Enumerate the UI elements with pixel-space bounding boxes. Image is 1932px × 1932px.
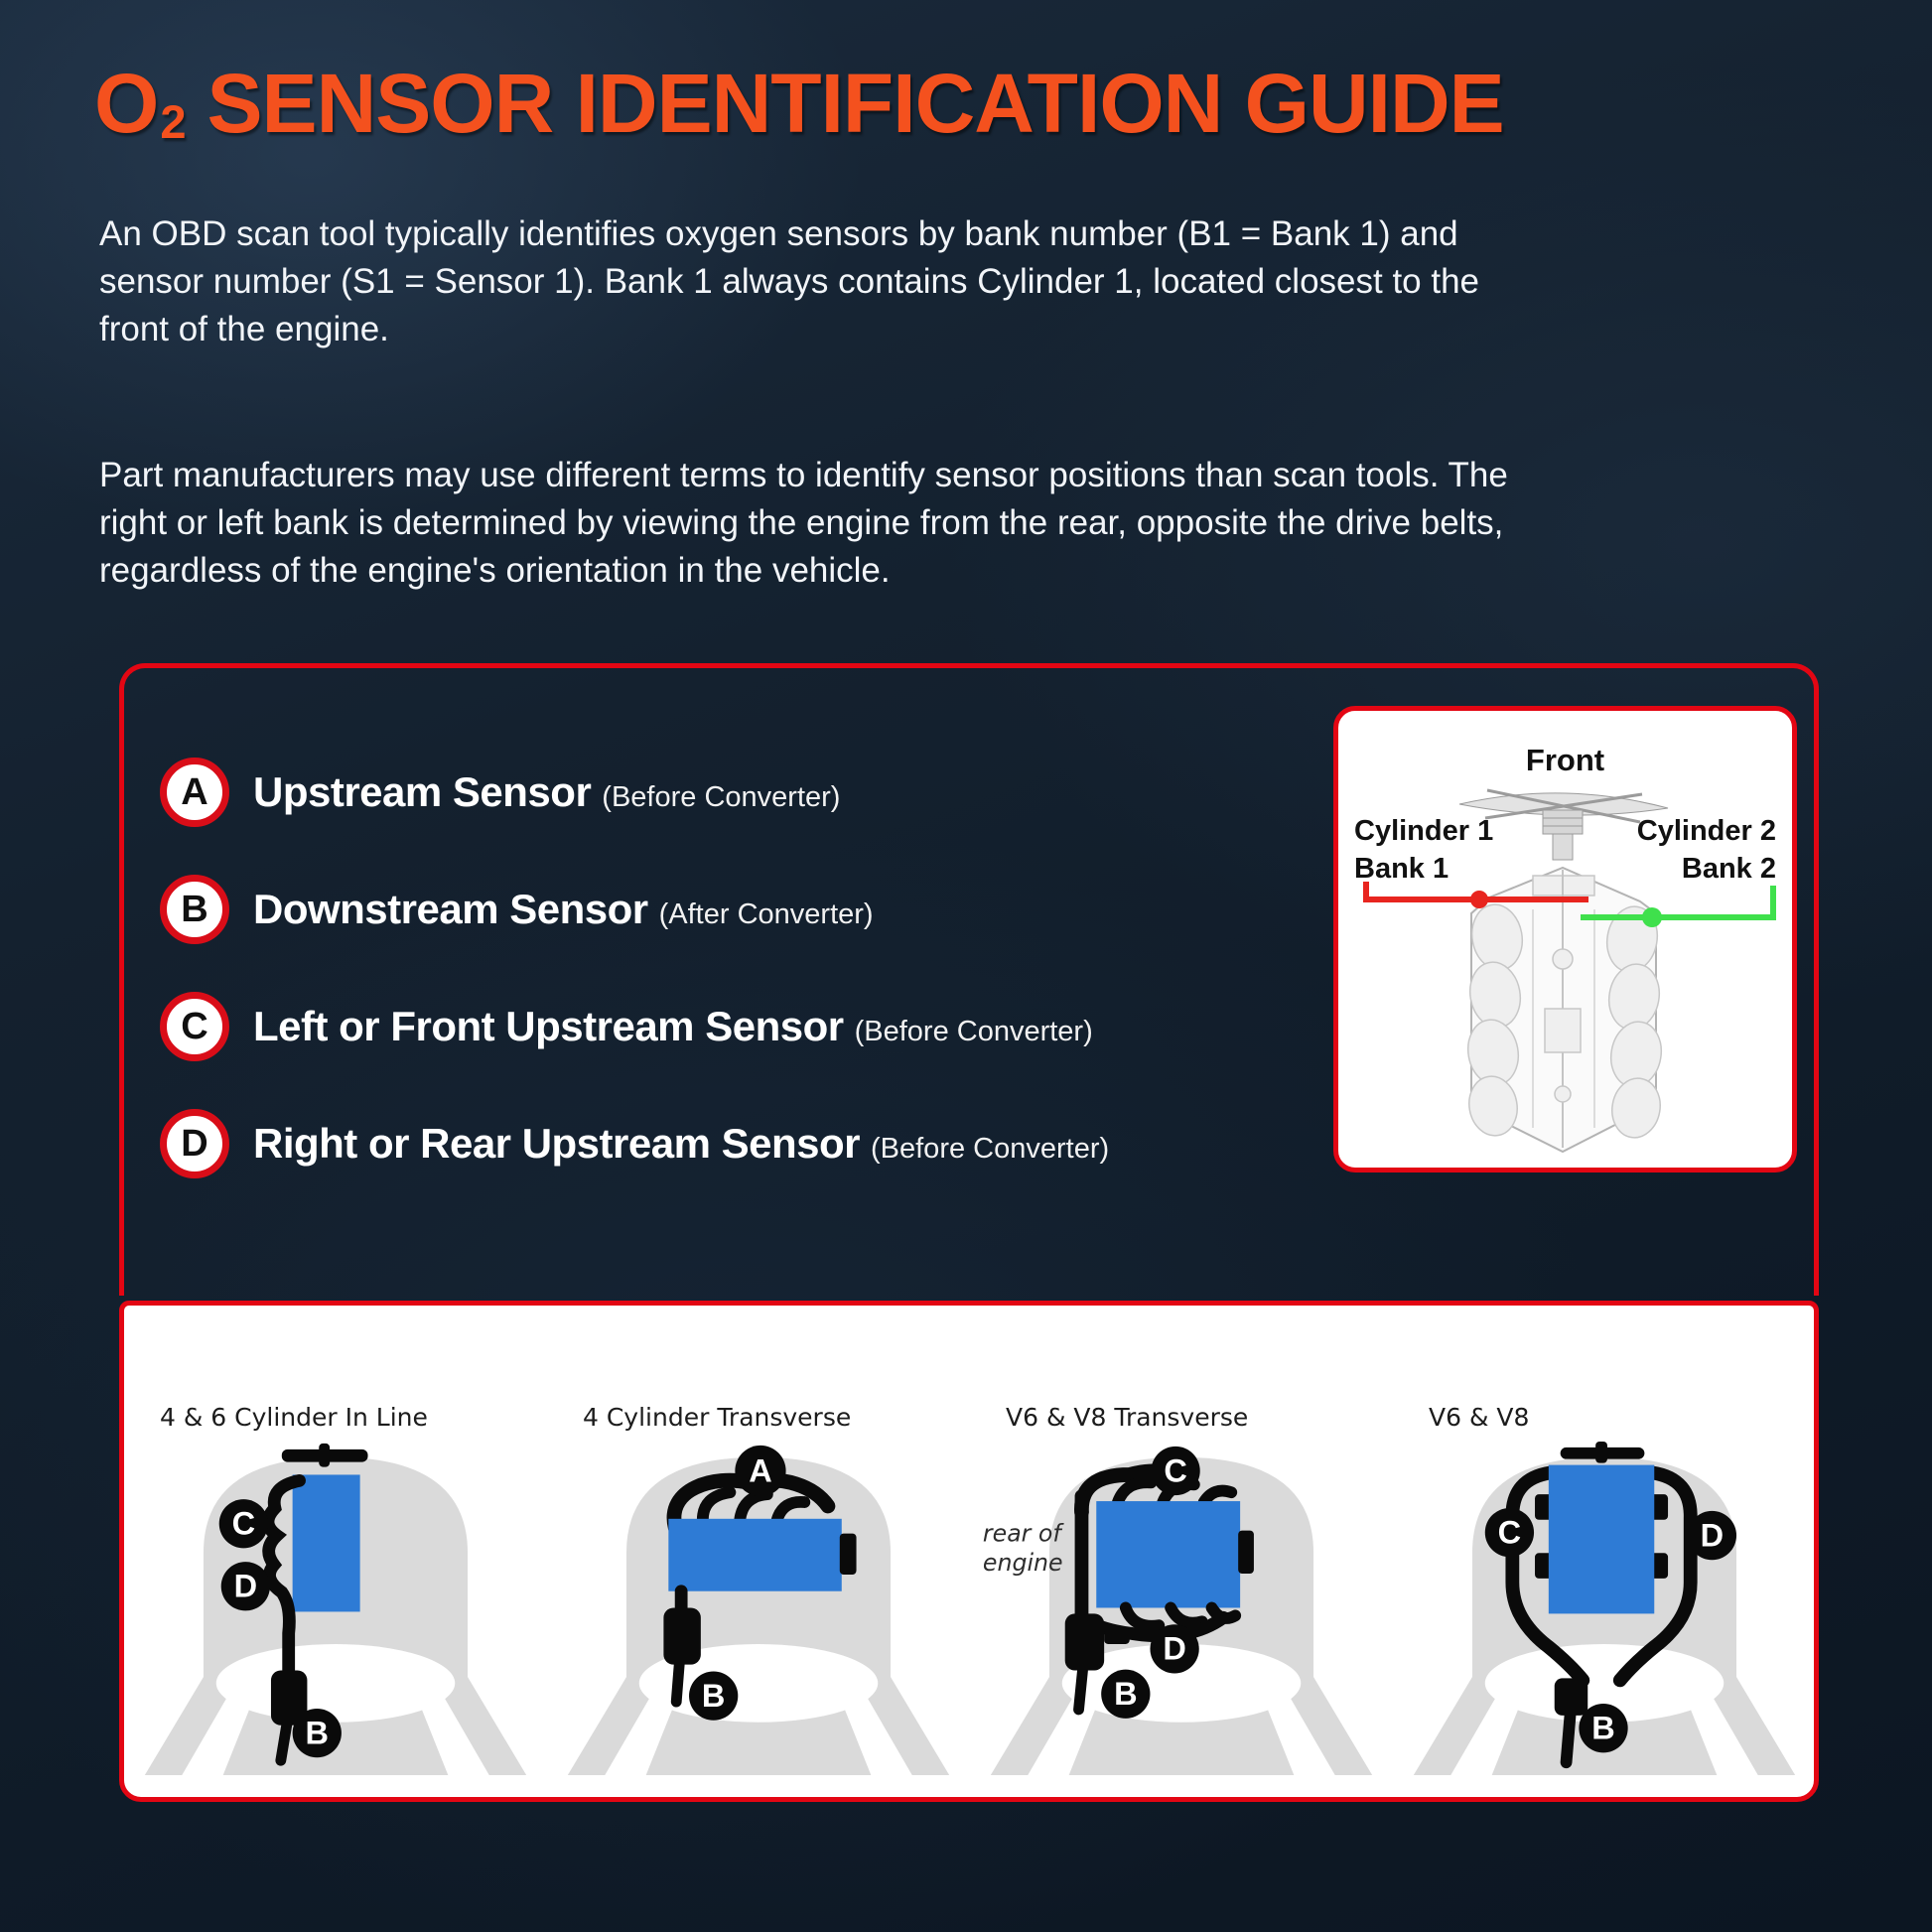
legend-note-d: (Before Converter) <box>871 1133 1110 1165</box>
engine-layouts-panel <box>119 1301 1819 1802</box>
layout-transverse4-diagram <box>547 1438 970 1775</box>
car-silhouette <box>568 1457 949 1775</box>
svg-text:C: C <box>231 1505 256 1542</box>
front-label: Front <box>1525 743 1605 777</box>
sensor-badge-d <box>1150 1624 1198 1673</box>
layout-inline <box>124 1306 547 1797</box>
sensor-badge-d <box>221 1562 270 1610</box>
rear-of-engine-note: rear of <box>982 1519 1061 1548</box>
legend-item-d <box>160 1113 1109 1174</box>
sensor-legend-list <box>160 761 1109 1174</box>
muffler <box>1065 1613 1104 1670</box>
layout-inline-title: 4 & 6 Cylinder In Line <box>160 1403 428 1432</box>
bank1-label-line1: Cylinder 1 <box>1354 815 1494 847</box>
sensor-legend-box <box>119 663 1819 1296</box>
svg-text:B: B <box>1591 1710 1615 1746</box>
sensor-badge-b <box>1101 1670 1150 1719</box>
bank2-label-line1: Cylinder 2 <box>1636 815 1776 847</box>
intro-paragraph-1: An OBD scan tool typically identifies oxygen sensors by bank number (B1 = Bank 1) and sensor number (S1 = Sensor 1). Bank 1 always contains Cylinder 1, located closest to the front of the engine. <box>99 214 1480 348</box>
title-rest: SENSOR IDENTIFICATION GUIDE <box>207 57 1504 150</box>
legend-badge-c: C <box>160 992 229 1061</box>
bank1-label <box>1354 812 1493 888</box>
layout-transverse4-title: 4 Cylinder Transverse <box>583 1403 852 1432</box>
bank2-label-line2: Bank 2 <box>1681 853 1776 885</box>
bank1-label-line2: Bank 1 <box>1354 853 1449 885</box>
legend-badge-b: B <box>160 875 229 944</box>
sensor-badge-c <box>1485 1508 1534 1557</box>
svg-text:C: C <box>1164 1452 1187 1489</box>
layout-transverse-v-title: V6 & V8 Transverse <box>1006 1403 1249 1432</box>
layout-transverse-v <box>970 1306 1393 1797</box>
legend-item-a <box>160 761 1109 823</box>
sensor-badge-b <box>293 1709 342 1757</box>
svg-text:D: D <box>1700 1517 1725 1554</box>
sensor-badge-a <box>735 1446 785 1496</box>
svg-text:B: B <box>305 1715 330 1751</box>
engine-transverse4 <box>668 1519 841 1591</box>
engine-v6v8 <box>1549 1465 1654 1614</box>
engine-transverse-v <box>1096 1501 1240 1607</box>
svg-text:D: D <box>1163 1630 1186 1667</box>
svg-text:A: A <box>749 1452 772 1489</box>
legend-item-b <box>160 879 1109 940</box>
layout-v6v8-title: V6 & V8 <box>1429 1403 1530 1432</box>
sensor-badge-c <box>1151 1447 1199 1495</box>
sensor-badge-c <box>219 1499 268 1548</box>
legend-badge-d: D <box>160 1109 229 1178</box>
svg-text:B: B <box>1114 1676 1138 1713</box>
legend-note-c: (Before Converter) <box>854 1016 1093 1047</box>
legend-badge-a: A <box>160 758 229 827</box>
engine-block-illustration <box>1338 711 1792 1168</box>
layout-transverse4 <box>547 1306 970 1797</box>
muffler <box>663 1607 700 1664</box>
legend-item-c <box>160 996 1109 1057</box>
engine-orientation-card <box>1333 706 1797 1173</box>
svg-text:B: B <box>701 1678 726 1715</box>
title-subscript: 2 <box>160 94 186 148</box>
layout-v6v8 <box>1393 1306 1816 1797</box>
sensor-badge-d <box>1688 1511 1736 1560</box>
legend-label-a: Upstream Sensor <box>253 768 592 815</box>
legend-label-c: Left or Front Upstream Sensor <box>253 1003 844 1049</box>
layout-transverse-v-diagram <box>970 1438 1393 1775</box>
title-o: O <box>94 57 159 150</box>
layout-inline-diagram <box>124 1438 547 1775</box>
svg-text:C: C <box>1497 1514 1522 1551</box>
legend-note-b: (After Converter) <box>658 898 874 930</box>
bank2-label <box>1637 812 1776 888</box>
layout-v6v8-diagram <box>1393 1438 1816 1775</box>
sensor-badge-b <box>689 1672 738 1721</box>
rear-of-engine-note2: engine <box>982 1549 1063 1578</box>
legend-label-d: Right or Rear Upstream Sensor <box>253 1120 860 1167</box>
engine-inline <box>293 1474 360 1611</box>
engine-block-sketch <box>1463 868 1667 1152</box>
page-title <box>94 56 1504 152</box>
svg-text:D: D <box>233 1568 258 1604</box>
legend-note-a: (Before Converter) <box>602 781 841 813</box>
legend-label-b: Downstream Sensor <box>253 886 648 932</box>
intro-paragraph-2: Part manufacturers may use different terms to identify sensor positions than scan tools. The right or left bank is determined by viewing the engine from the rear, opposite the drive belts, regardless of the engine's orientation in the vehicle. <box>99 456 1508 590</box>
sensor-badge-b <box>1579 1704 1627 1752</box>
